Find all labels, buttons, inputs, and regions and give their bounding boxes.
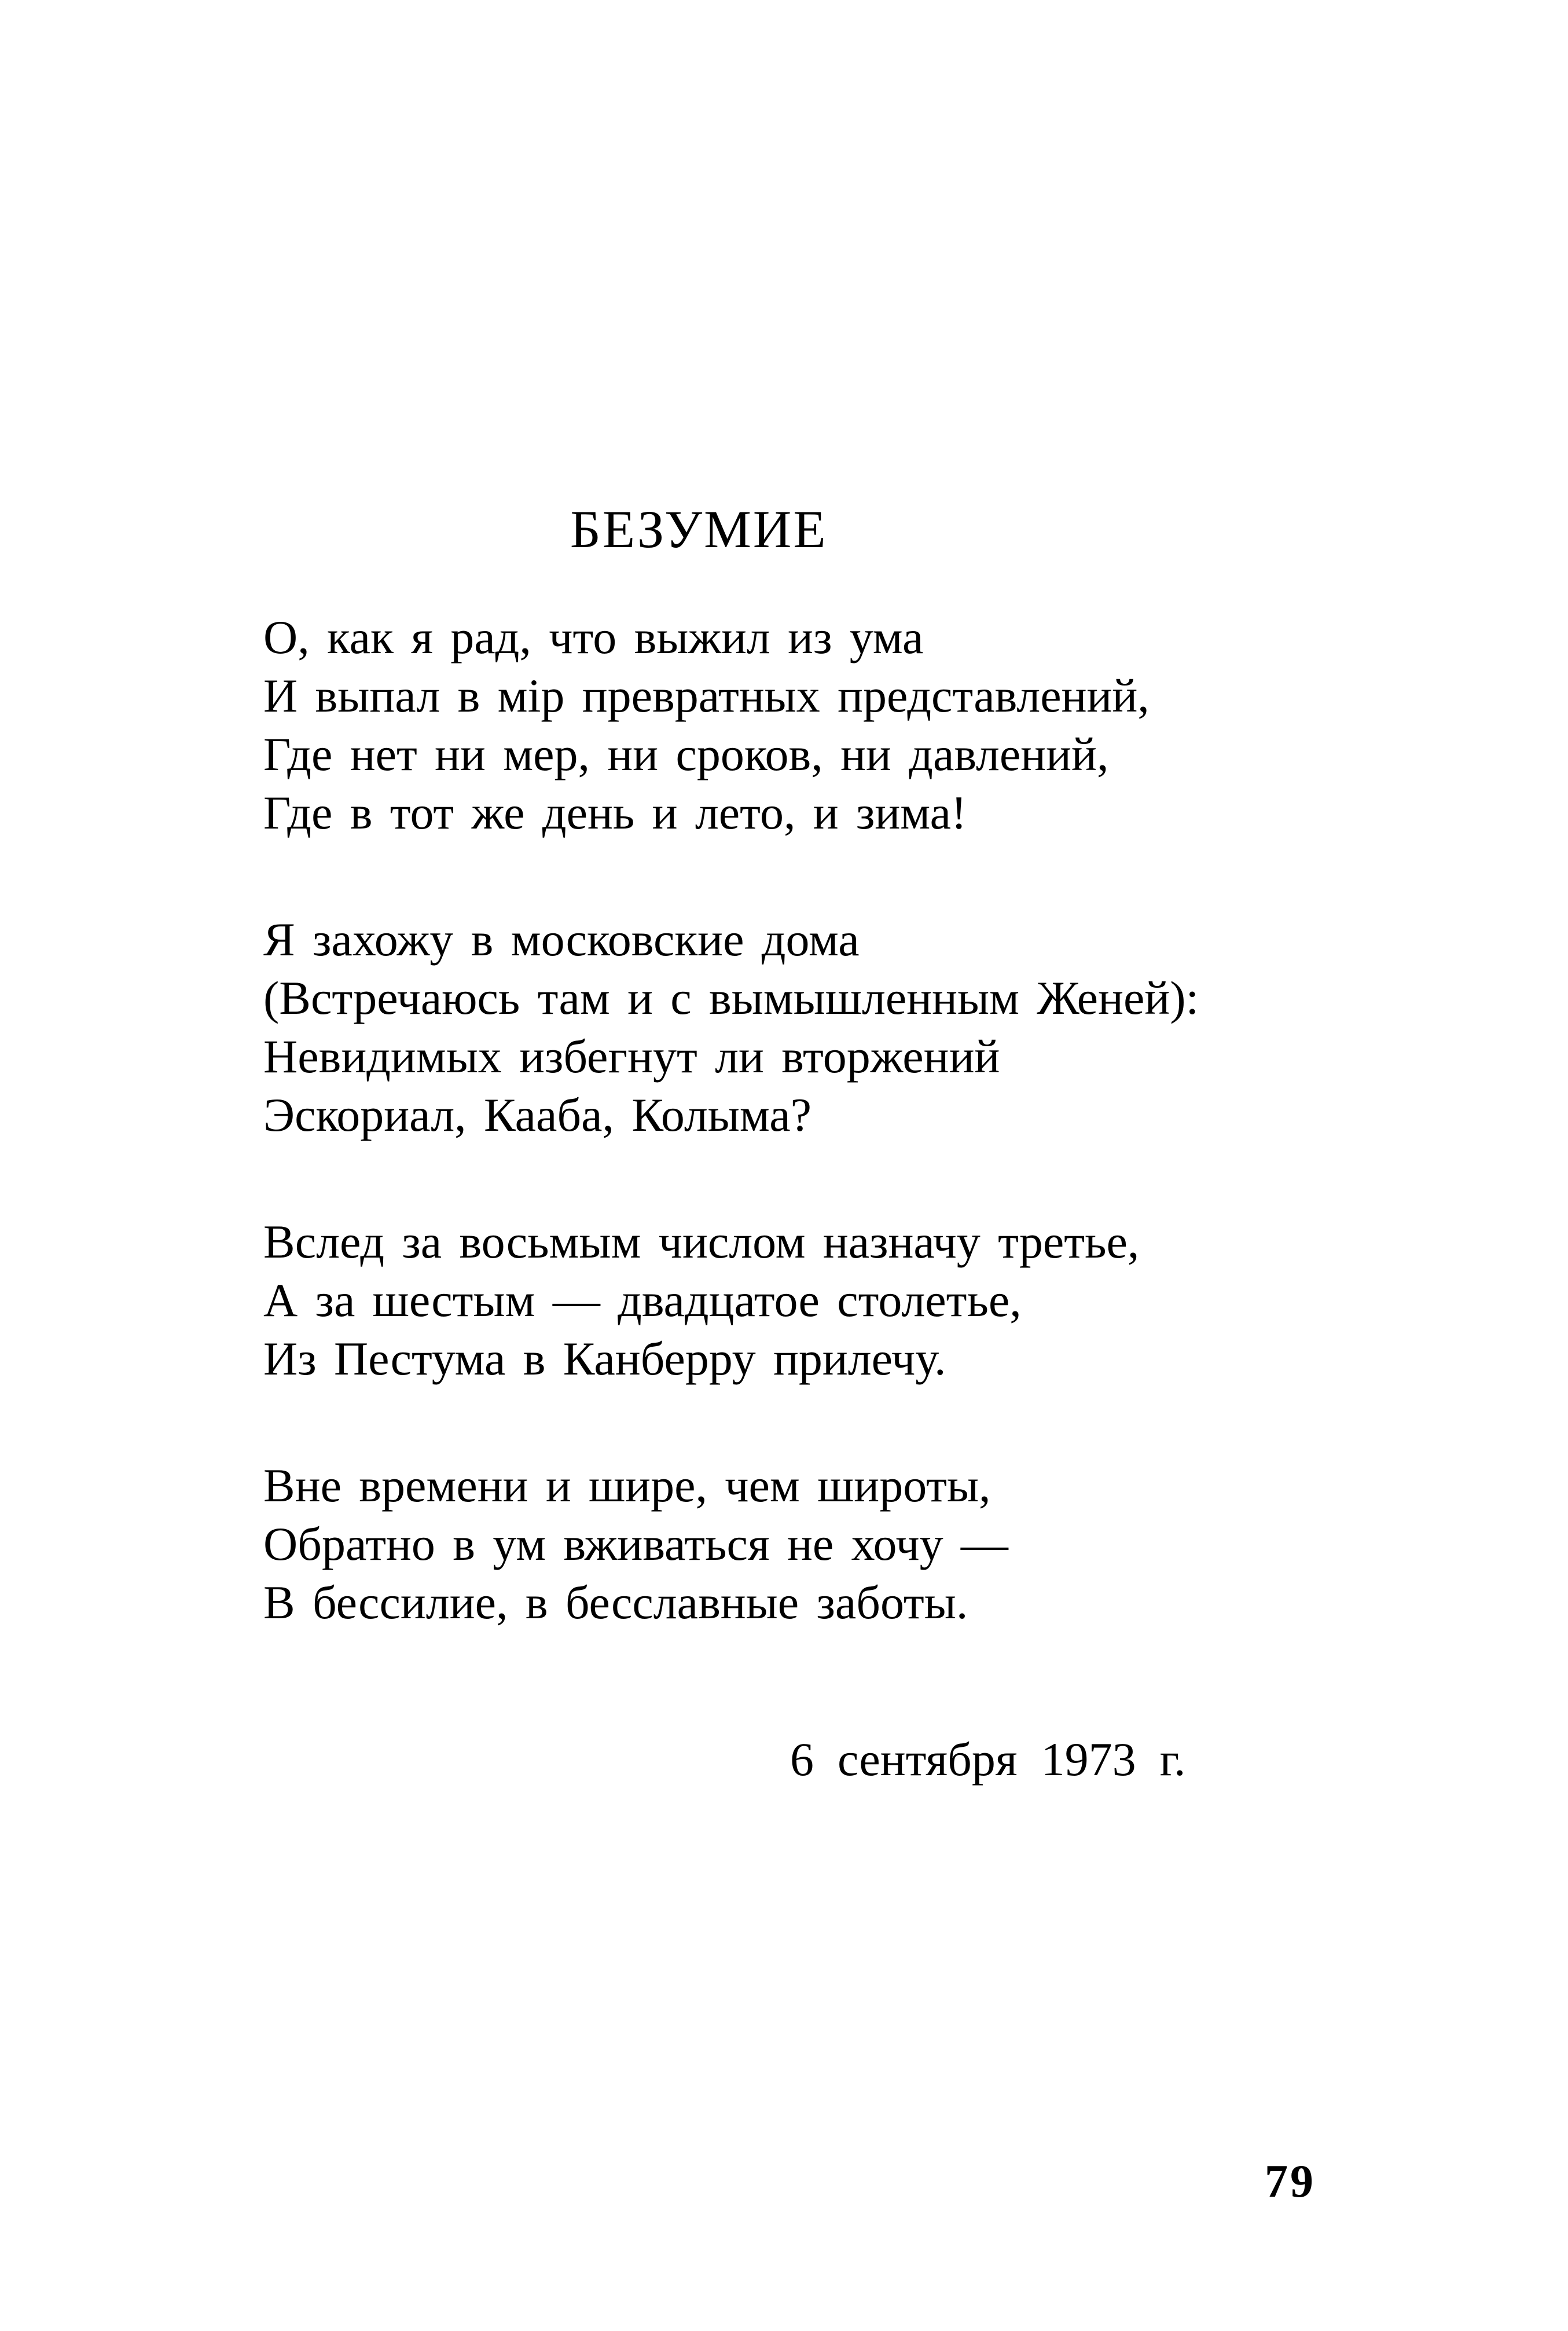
poem-line: Где нет ни мер, ни сроков, ни давлений,: [263, 728, 1109, 780]
poem-stanza-3: [263, 1212, 1199, 1388]
poem-line: Я захожу в московские дома: [263, 913, 860, 966]
poem-line: (Встречаюсь там и с вымышленным Женей):: [263, 972, 1199, 1024]
poem-line: В бессилие, в бесславные заботы.: [263, 1576, 968, 1629]
poem-line: Где в тот же день и лето, и зима!: [263, 786, 967, 839]
poem-line: И выпал в мір превратных представлений,: [263, 669, 1150, 722]
poem-line: Вне времени и шире, чем широты,: [263, 1459, 991, 1512]
poem-line: Вслед за восьмым числом назначу третье,: [263, 1215, 1140, 1268]
poem-title: БЕЗУМИЕ: [570, 500, 828, 559]
poem-line: Из Пестума в Канберру прилечу.: [263, 1332, 946, 1385]
poem-line: А за шестым — двадцатое столетье,: [263, 1274, 1022, 1326]
poem-stanza-2: [263, 910, 1199, 1144]
poem-line: Невидимых избегнут ли вторжений: [263, 1030, 1000, 1083]
poem-date: 6 сентября 1973 г.: [790, 1733, 1186, 1786]
poem-stanza-1: [263, 608, 1199, 842]
poem-line: О, как я рад, что выжил из ума: [263, 611, 924, 664]
poem-line: Эскориал, Кааба, Колыма?: [263, 1088, 811, 1141]
poem-line: Обратно в ум вживаться не хочу —: [263, 1518, 1008, 1570]
poem-body: [263, 608, 1199, 1788]
page-number: 79: [1265, 2156, 1316, 2207]
poem-stanza-4: [263, 1456, 1199, 1632]
